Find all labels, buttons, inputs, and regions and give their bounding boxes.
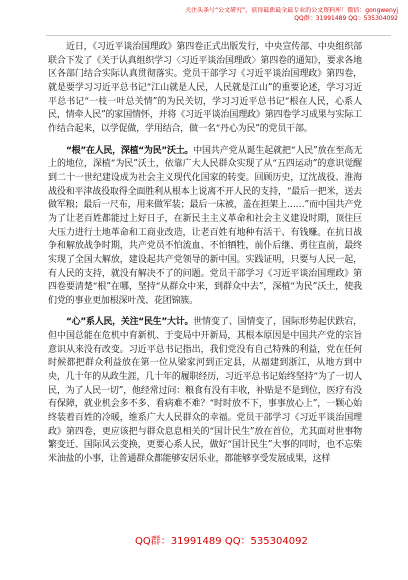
article-body bbox=[48, 41, 362, 525]
section-heading-roots: “根”在人民，深植“为民”沃土。 bbox=[66, 145, 194, 156]
header-divider bbox=[46, 35, 391, 36]
paragraph-heart-text: 世情变了、国情变了，国际形势起伏跌宕，但中国总能在危机中育新机、于变局中开新局，其根本原因是中国共产党的宗旨意识从来没有改变。习近平总书记指出，我们党没有自己特殊的利益，党在任何时候都把群众利益放在第一位从梁家河到正定县，从福建到浙江，从地方到中央，几十年的从政生涯，几十年的履职经历，习近平总书记始终坚持“为了一切人民，为了人民一切”，他经常过问：粮食有没有丰收，补贴是不是到位，医疗有没有保障，就业机会多不多、看病难不难？“时时放不下，事事放心上”，一颗心始终装着百姓的冷暖，维系广大人民群众的幸福。党员干部学习《习近平谈治国理政》第四卷，更应该把与群众息息相关的“国计民生”放在首位，尤其面对世事物繁变迁、国际风云变换，更要心系人民，做好“国计民生”大事的同时，也不忘柴米油盐的小事，让普通群众都能够安居乐业，都能够享受发展成果，这样 bbox=[48, 317, 362, 465]
header-promo-line: 关注头条号“公文研究”，获得最新最全最专业的公文资料库！微信：gongwenyj bbox=[185, 7, 398, 14]
paragraph-heart bbox=[48, 316, 362, 466]
paragraph-intro: 近日，《习近平谈治国理政》第四卷正式出版发行，中央宣传部、中央组织部联合下发了《关于认真组织学习〈习近平谈治国理政〉第四卷的通知》，要求各地区各部门结合实际认真贯彻落实。党员干部学习《习近平谈治国理政》第四卷，就是要学习习近平总书记“江山就是人民，人民就是江山”的重要论述，学习习近平总书记“一枝一叶总关情”的为民关切，学习习近平总书记“根在人民，心系人民，情牵人民”的家国情怀，并将《习近平谈治国理政》第四卷学习成果与实际工作结合起来，以学促做，学用结合，做一名“丹心为民”的党员干部。 bbox=[48, 42, 362, 134]
section-heading-heart: “心”系人民，关注“民生”大计。 bbox=[66, 317, 194, 328]
paragraph-roots-text: 中国共产党从诞生起就把“人民”放在至高无上的地位，深植“为民”沃土，依靠广大人民群众实现了从“五四运动”的意识觉醒到二十一世纪建设成为社会主义现代化国家的转变。回顾历史，辽沈战役、淮海战役和平津战役取得全面胜利从根本上说离不开人民的支持，“最后一把米，送去做军粮；最后一尺布，用来做军装；最后一床被，盖在担架上……”而中国共产党为了让老百姓都能过上好日子，在新民主主义革命和社会主义建设时期，顶住巨大压力进行土地革命和工商业改造，让老百姓有地种有活干、有钱赚。在抗日战争和解放战争时期，共产党员不怕流血、不怕牺牲，前仆后继、勇往直前，最终实现了全国大解放，建设起共产党领导的新中国。实践证明，只要与人民一起，有人民的支持，就没有解决不了的问题。党员干部学习《习近平谈治国理政》第四卷要清楚“根”在哪，坚持“从群众中来，到群众中去”，深植“为民”沃土，使我们党的事业更加根深叶茂、花团锦簇。 bbox=[48, 145, 362, 306]
footer-contact bbox=[0, 534, 408, 550]
header-banner bbox=[26, 7, 398, 35]
paragraph-roots bbox=[48, 145, 362, 309]
footer-qq-group: QQ群：31991489 QQ：535304092 bbox=[135, 536, 308, 547]
header-contact-line: QQ群：31991489 QQ：535304092 bbox=[294, 15, 398, 22]
